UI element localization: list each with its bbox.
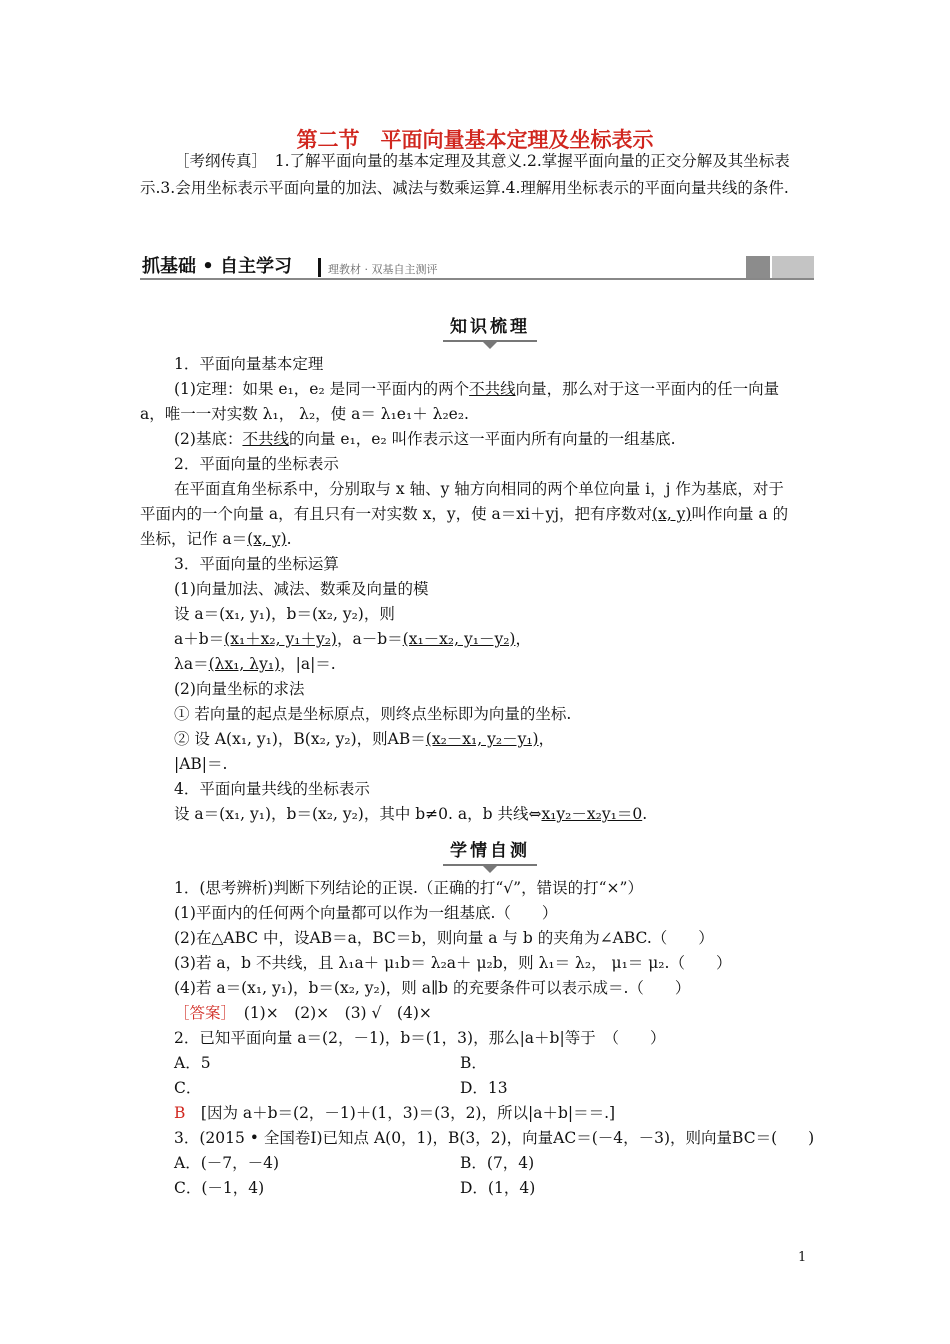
underlined-answer: (x₁－x₂, y₁－y₂) (402, 630, 516, 648)
text-line: a＋b＝(x₁＋x₂, y₁＋y₂)，a－b＝(x₁－x₂, y₁－y₂)， (174, 630, 531, 648)
text-line: 3．平面向量的坐标运算 (174, 555, 339, 573)
text-line: 2．平面向量的坐标表示 (174, 455, 339, 473)
option-a: A．(－7，－4) (174, 1154, 280, 1172)
text-line: λa＝(λx₁, λy₁)，|a|＝. (174, 655, 336, 673)
answer-line: B [因为 a＋b＝(2，－1)＋(1，3)＝(3，2)，所以|a＋b|＝＝.] (174, 1104, 616, 1122)
text-line: (1)定理：如果 e₁，e₂ 是同一平面内的两个不共线向量，那么对于这一平面内的任一向量 (174, 380, 780, 398)
underlined-answer: (λx₁, λy₁) (208, 655, 281, 673)
question-3: 3．(2015 • 全国卷Ⅰ)已知点 A(0，1)，B(3，2)，向量AC＝(－4，－3)，则向量BC＝( ) (174, 1129, 815, 1147)
option-a: A．5 (174, 1054, 211, 1072)
text-line: (2)基底：不共线的向量 e₁，e₂ 叫作表示这一平面内所有向量的一组基底. (174, 430, 676, 448)
underlined-answer: (x, y) (652, 505, 692, 523)
page-number: 1 (798, 1250, 807, 1265)
answer-label: B (174, 1104, 186, 1122)
text-line: |AB|＝. (174, 755, 228, 773)
heading-arrow-icon (483, 866, 497, 873)
question-2: 2．已知平面向量 a＝(2，－1)，b＝(1，3)，那么|a＋b|等于 （ ） (174, 1029, 666, 1047)
banner-block-light (772, 256, 814, 278)
options-row (140, 1076, 820, 1101)
text-line: (2)向量坐标的求法 (174, 680, 305, 698)
page-title: 第二节 平面向量基本定理及坐标表示 (296, 128, 654, 152)
question-line: (1)平面内的任何两个向量都可以作为一组基底.（ ） (174, 904, 558, 922)
underlined-answer: 不共线 (469, 380, 516, 398)
question-line: (3)若 a，b 不共线，且 λ₁a＋ μ₁b＝ λ₂a＋ μ₂b，则 λ₁＝ λ₂， μ₁＝ μ₂.（ ） (174, 954, 732, 972)
question-line: (4)若 a＝(x₁, y₁)，b＝(x₂, y₂)，则 a∥b 的充要条件可以表示成＝.（ ） (174, 979, 691, 997)
banner-divider (318, 258, 321, 277)
banner-subtitle: 理教材 · 双基自主测评 (328, 263, 438, 276)
banner-title: 抓基础 • 自主学习 (142, 256, 293, 277)
options-row (140, 1176, 820, 1201)
option-d: D．13 (460, 1079, 508, 1097)
underlined-answer: 不共线 (242, 430, 289, 448)
underlined-answer: (x₂－x₁, y₂－y₁) (425, 730, 539, 748)
section-banner (140, 256, 814, 280)
section-heading-knowledge (0, 312, 950, 349)
answer-label: ［答案］ (174, 1004, 229, 1022)
question-1: 1．(思考辨析)判断下列结论的正误.（正确的打“√”，错误的打“×”） (174, 879, 643, 897)
underlined-answer: (x, y) (247, 530, 287, 548)
answer-line: ［答案］ (1)× (2)× (3) √ (4)× (174, 1004, 432, 1022)
text-line: 设 a＝(x₁, y₁)，b＝(x₂, y₂)，则 (174, 605, 395, 623)
syllabus-outline: ［考纲传真］ 1.了解平面向量的基本定理及其意义.2.掌握平面向量的正交分解及其坐标表示.3.会用坐标表示平面向量的加法、减法与数乘运算.4.理解用坐标表示的平面向量共线的条件. (140, 152, 790, 197)
text-line: 4．平面向量共线的坐标表示 (174, 780, 370, 798)
section-heading-selftest (0, 836, 950, 873)
section-heading-text: 知识梳理 (450, 317, 530, 337)
options-row (140, 1151, 820, 1176)
text-line: ② 设 A(x₁, y₁)，B(x₂, y₂)，则AB＝(x₂－x₁, y₂－y₁)， (174, 730, 555, 748)
option-d: D．(1，4) (460, 1179, 536, 1197)
underlined-answer: (x₁＋x₂, y₁＋y₂) (224, 630, 337, 648)
text-line: a，唯一一对实数 λ₁， λ₂，使 a＝ λ₁e₁＋ λ₂e₂. (140, 405, 469, 423)
option-c: C．(－1，4) (174, 1179, 265, 1197)
text-line: 1．平面向量基本定理 (174, 355, 324, 373)
option-c: C． (174, 1079, 202, 1097)
question-line: (2)在△ABC 中，设AB＝a，BC＝b，则向量 a 与 b 的夹角为∠ABC.（ ） (174, 929, 714, 947)
banner-block-dark (746, 256, 770, 278)
heading-arrow-icon (483, 342, 497, 349)
option-b: B． (460, 1054, 487, 1072)
options-row (140, 1051, 820, 1076)
text-line: 平面内的一个向量 a，有且只有一对实数 x，y，使 a＝xi＋yj，把有序数对(x, y)叫作向量 a 的 (140, 505, 789, 523)
text-line: 设 a＝(x₁, y₁)，b＝(x₂, y₂)，其中 b≠0. a，b 共线⇔x₁y₂－x₂y₁＝0. (174, 805, 648, 823)
text-line: (1)向量加法、减法、数乘及向量的模 (174, 580, 429, 598)
option-b: B．(7，4) (460, 1154, 535, 1172)
text-line: ① 若向量的起点是坐标原点，则终点坐标即为向量的坐标. (174, 705, 572, 723)
text-line: 在平面直角坐标系中，分别取与 x 轴、y 轴方向相同的两个单位向量 i，j 作为基底，对于 (174, 480, 784, 498)
text-line: 坐标，记作 a＝(x, y). (140, 530, 292, 548)
underlined-answer: x₁y₂－x₂y₁＝0 (541, 805, 643, 823)
banner-underline (140, 278, 814, 280)
section-heading-text: 学情自测 (450, 841, 530, 861)
